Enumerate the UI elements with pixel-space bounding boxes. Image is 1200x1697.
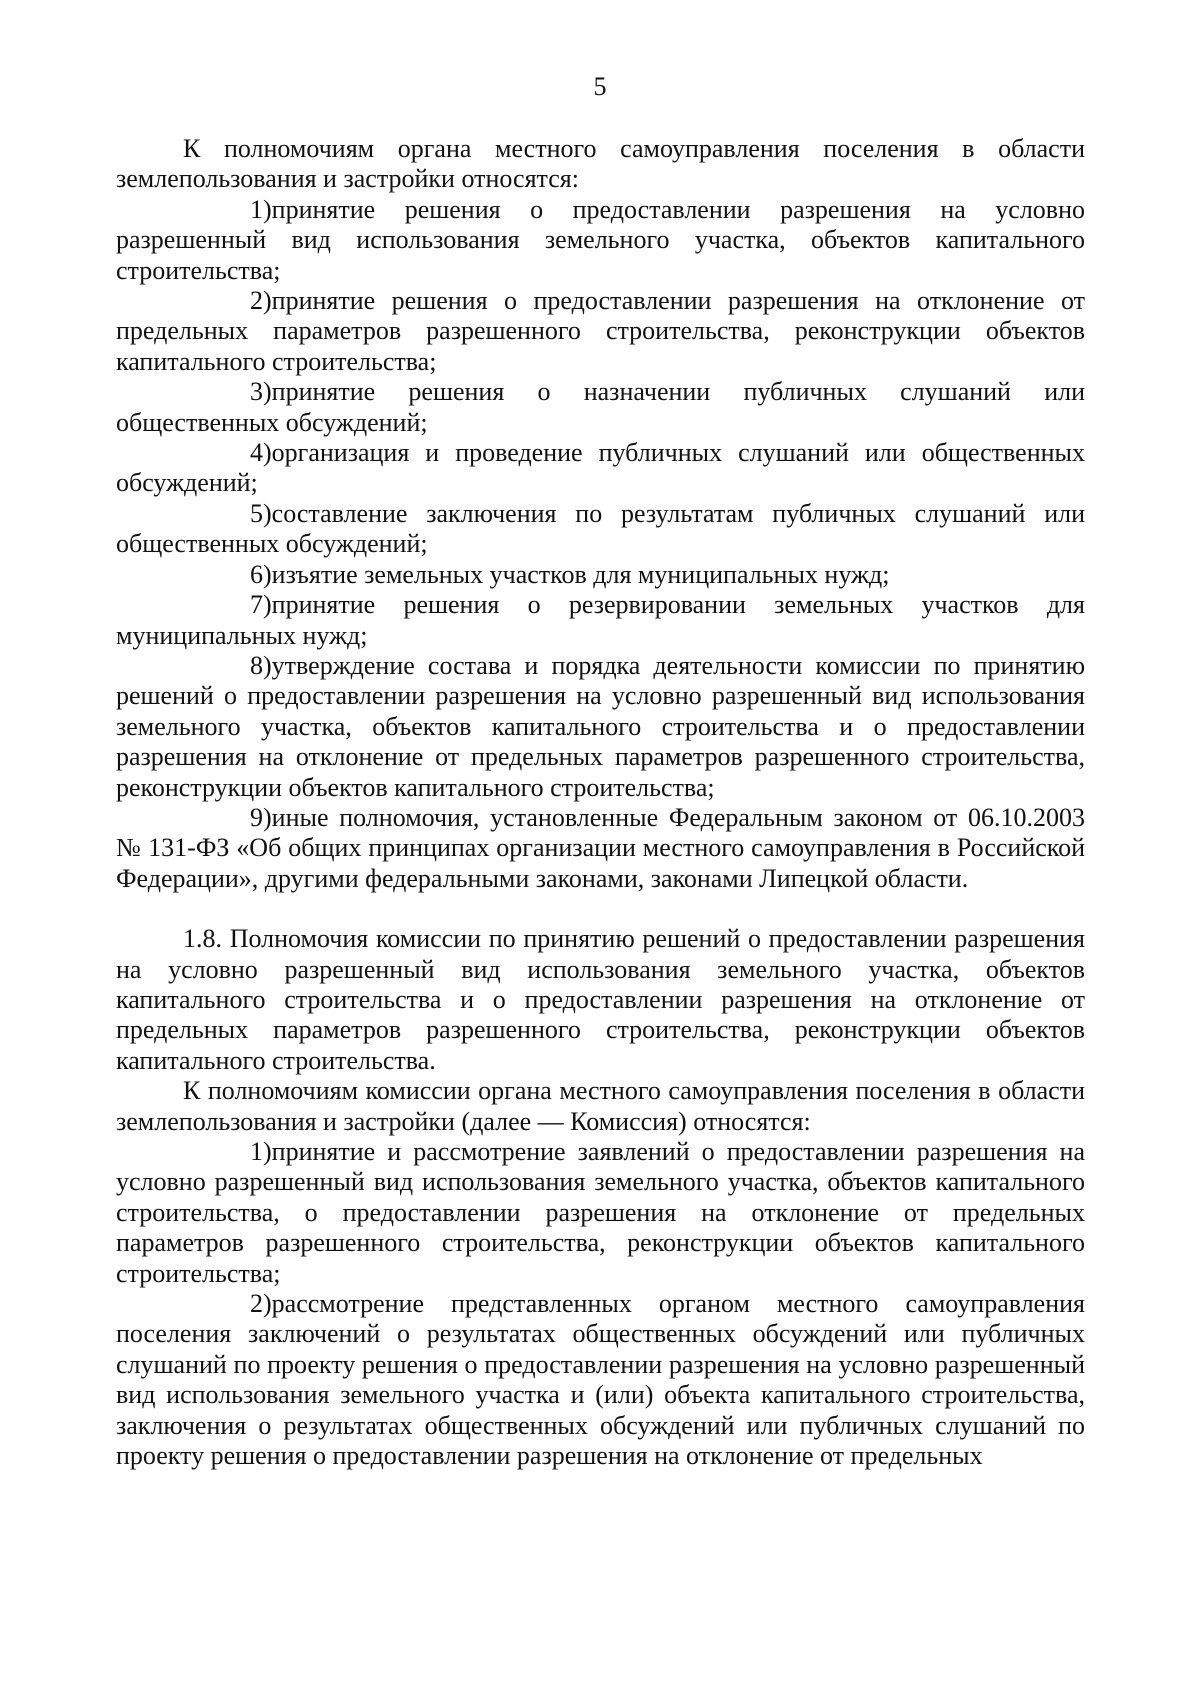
list-item: [116, 286, 1085, 377]
list-item: [116, 499, 1085, 560]
list-item-number: 4): [250, 438, 272, 468]
list-item-number: 6): [250, 559, 272, 589]
list-item: [116, 1289, 1085, 1471]
section2-heading: 1.8. Полномочия комиссии по принятию решений о предоставлении разрешения на условно разрешенный вид использования земельного участка, объектов капитального строительства и о предоставлении разрешения на отклонение от предельных параметров разрешенного строительства, реконструкции объектов капитального строительства.: [116, 924, 1085, 1075]
list-item-number: 7): [250, 590, 272, 620]
list-item-text: принятие решения о предоставлении разрешения на условно разрешенный вид использования земельного участка, объектов капитального строительства;: [116, 194, 1085, 285]
list-item: [116, 560, 1085, 590]
list-item: [116, 195, 1085, 286]
list-item-number: 2): [250, 1289, 272, 1319]
list-item-text: принятие решения о резервировании земельных участков для муниципальных нужд;: [116, 590, 1085, 650]
page-number: 5: [593, 72, 607, 101]
section1-intro: К полномочиям органа местного самоуправления поселения в области землепользования и застройки относятся:: [116, 134, 1085, 194]
list-item: [116, 438, 1085, 499]
list-item-number: 8): [250, 650, 272, 680]
list-item: [116, 1137, 1085, 1289]
list-item-text: составление заключения по результатам публичных слушаний или общественных обсуждений;: [116, 498, 1085, 559]
list-item-number: 9): [250, 802, 272, 832]
list-item-number: 1): [250, 1137, 272, 1166]
list-item: [116, 377, 1085, 438]
list-item-number: 5): [250, 498, 272, 528]
section2-list: [116, 1137, 1085, 1471]
list-item-text: организация и проведение публичных слушаний или общественных обсуждений;: [116, 438, 1085, 498]
list-item-number: 3): [250, 377, 272, 407]
list-item-text: иные полномочия, установленные Федеральным законом от 06.10.2003 № 131-ФЗ «Об общих принципах организации местного самоуправления в Российской Федерации», другими федеральными законами, законами Липецкой области.: [116, 802, 1085, 893]
list-item: [116, 590, 1085, 651]
list-item-text: принятие решения о назначении публичных слушаний или общественных обсуждений;: [116, 377, 1085, 437]
list-item: [116, 651, 1085, 803]
section2-intro: К полномочиям комиссии органа местного самоуправления поселения в области землепользования и застройки (далее — Комиссия) относятся:: [116, 1076, 1085, 1136]
list-item-text: рассмотрение представленных органом местного самоуправления поселения заключений о результатах общественных обсуждений или публичных слушаний по проекту решения о предоставлении разрешения на условно разрешенный вид использования земельного участка и (или) объекта капитального строительства, заключения о результатах общественных обсуждений или публичных слушаний по проекту решения о предоставлении разрешения на отклонение от предельных: [116, 1289, 1085, 1471]
list-item-number: 2): [250, 286, 272, 316]
list-item-text: принятие решения о предоставлении разрешения на отклонение от предельных параметров разрешенного строительства, реконструкции объектов капитального строительства;: [116, 286, 1085, 376]
list-item-text: изъятие земельных участков для муниципальных нужд;: [271, 559, 890, 589]
list-item: [116, 803, 1085, 894]
list-item-text: утверждение состава и порядка деятельности комиссии по принятию решений о предоставлении разрешения на условно разрешенный вид использования земельного участка, объектов капитального строительства и о предоставлении разрешения на отклонение от предельных параметров разрешенного строительства, реконструкции объектов капитального строительства;: [116, 650, 1085, 802]
document-body: [116, 134, 1085, 1471]
list-item-number: 1): [250, 194, 272, 224]
list-item-text: принятие и рассмотрение заявлений о предоставлении разрешения на условно разрешенный вид использования земельного участка, объектов капитального строительства, о предоставлении разрешения на отклонение от предельных параметров разрешенного строительства, реконструкции объектов капитального строительства;: [116, 1137, 1085, 1288]
section1-list: [116, 195, 1085, 894]
